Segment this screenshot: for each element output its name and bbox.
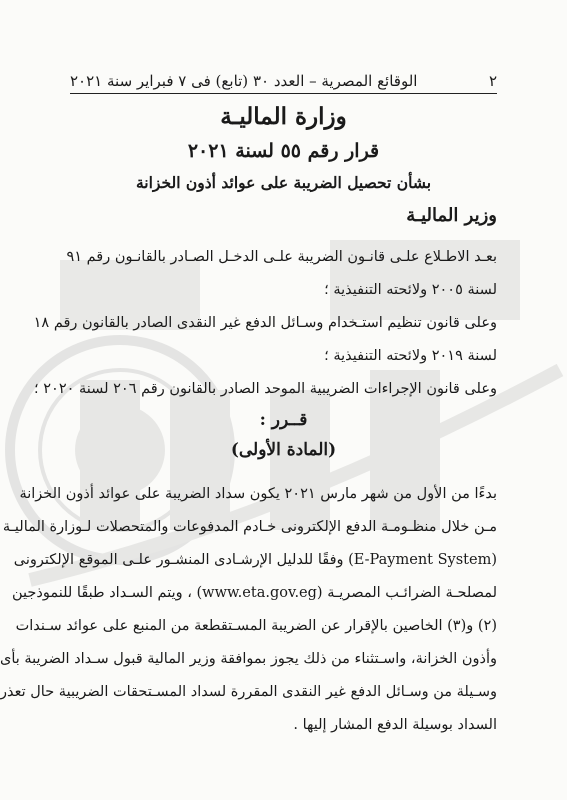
- page-header: [70, 60, 497, 94]
- preamble: [33, 241, 497, 406]
- decides-heading: قــرر :: [259, 410, 308, 430]
- article-line: (٢) و(٣) الخاصين بالإقرار عن الضريبة المسـتقطعة من المنبع على عوائد سـندات: [15, 618, 497, 634]
- decree-title: قرار رقم ٥٥ لسنة ٢٠٢١: [187, 140, 380, 162]
- gazette-reference: الوقائع المصرية – العدد ٣٠ (تابع) فى ٧ فبراير سنة ٢٠٢١: [70, 72, 418, 90]
- article-heading: (المادة الأولى): [230, 440, 337, 460]
- article-line: وسـيلة من وسـائل الدفع غير النقدى المقررة لسداد المسـتحقات الضريبية حال تعذر: [0, 684, 497, 700]
- preamble-line: لسنة ٢٠١٩ ولائحته التنفيذية ؛: [324, 348, 497, 364]
- article-line: السداد بوسيلة الدفع المشار إليها .: [293, 717, 497, 733]
- article-one-body: [0, 478, 497, 742]
- preamble-line: بعـد الاطـلاع علـى قانـون الضريبة علـى الدخـل الصـادر بالقانـون رقم ٩١: [66, 249, 497, 265]
- page-number: ٢: [488, 72, 497, 90]
- article-line: وأذون الخزانة، واسـتثناء من ذلك يجوز بموافقة وزير المالية قبول سـداد الضريبة بأى: [0, 651, 497, 667]
- preamble-line: وعلى قانون تنظيم استـخدام وسـائل الدفع غير النقدى الصادر بالقانون رقم ١٨: [33, 315, 497, 331]
- ministry-title: وزارة الماليـة: [220, 103, 347, 130]
- article-line: لمصلحـة الضرائـب المصريـة (www.eta.gov.eg) ، ويتم السـداد طبقًا للنموذجين: [12, 585, 497, 601]
- preamble-line: لسنة ٢٠٠٥ ولائحته التنفيذية ؛: [324, 282, 497, 298]
- article-line: (E-Payment System) وفقًا للدليل الإرشـادى المنشـور علـى الموقع الإلكترونى: [13, 552, 497, 568]
- article-line: مـن خلال منظـومـة الدفع الإلكترونى خـادم المدفوعات والمتحصلات لـوزارة الماليـة: [2, 519, 497, 535]
- decree-subject: بشأن تحصيل الضريبة على عوائد أذون الخزانة: [135, 173, 432, 192]
- minister-heading: وزير الماليـة: [406, 205, 497, 226]
- article-line: بدءًا من الأول من شهر مارس ٢٠٢١ يكون سداد الضريبة على عوائد أذون الخزانة: [19, 486, 497, 502]
- preamble-line: وعلى قانون الإجراءات الضريبية الموحد الصادر بالقانون رقم ٢٠٦ لسنة ٢٠٢٠ ؛: [34, 381, 497, 397]
